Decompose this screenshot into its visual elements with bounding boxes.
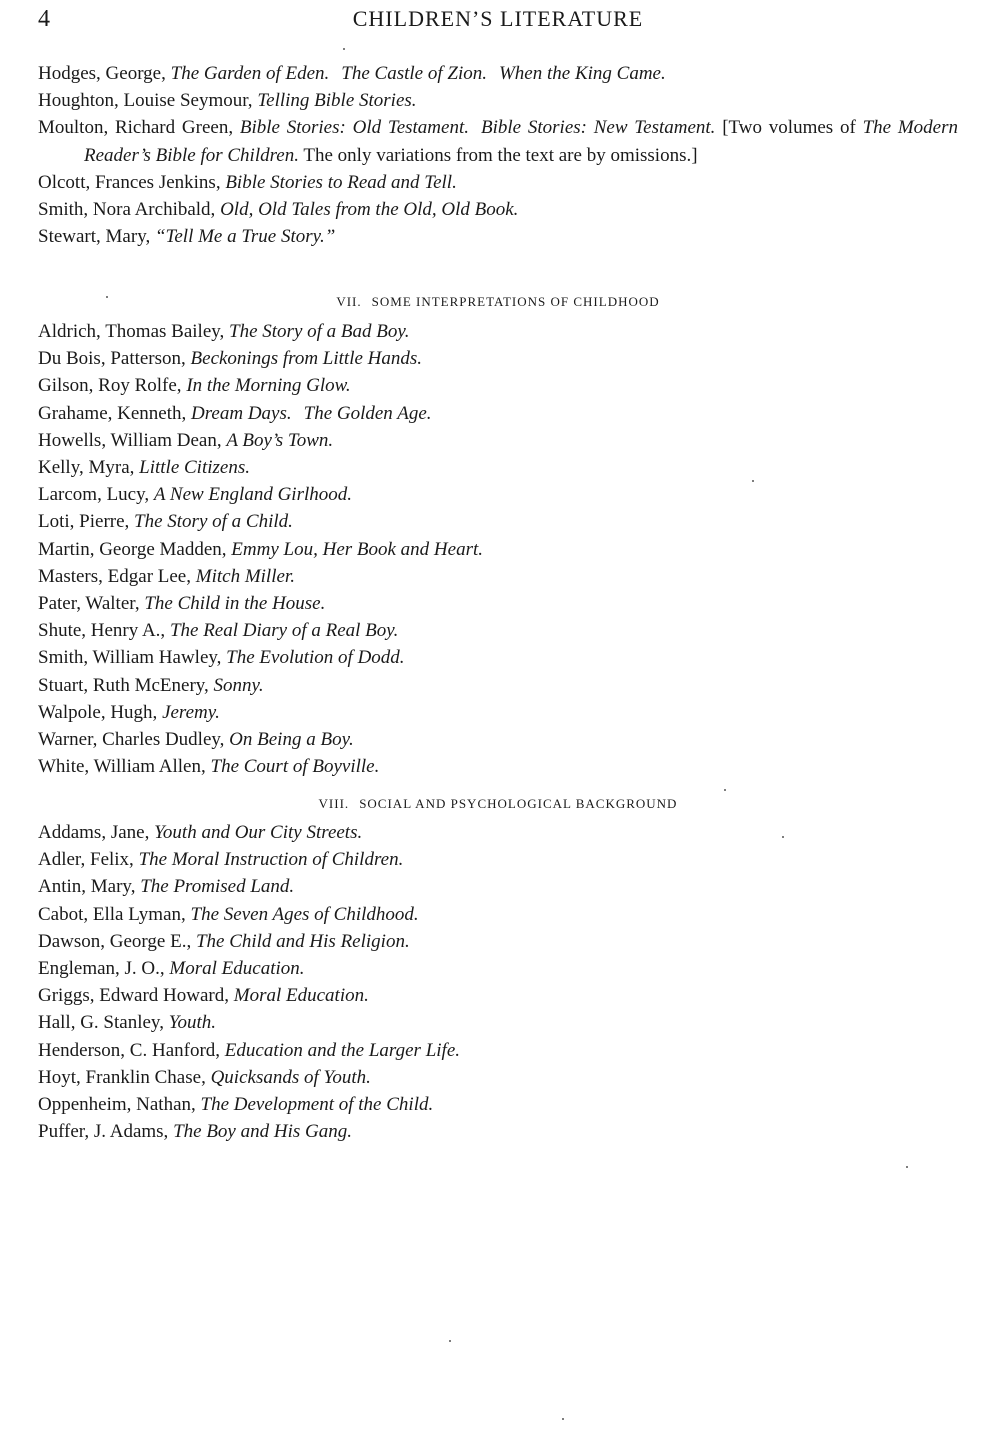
author-name: Hodges, George, — [38, 63, 171, 84]
author-name: Moulton, Richard Green, — [38, 117, 240, 139]
bibliography-entry — [38, 318, 958, 345]
author-name: Aldrich, Thomas Bailey, — [38, 321, 230, 342]
bibliography-entry — [38, 372, 958, 399]
book-title: The Promised Land. — [140, 876, 295, 898]
book-title: Bible Stories to Read and Tell. — [225, 171, 457, 193]
book-title: The Golden Age. — [303, 402, 432, 424]
author-name: Loti, Pierre, — [38, 511, 135, 533]
book-title: The Child in the House. — [144, 593, 326, 615]
bibliography-entry — [38, 644, 958, 671]
bibliography-entry — [38, 901, 958, 928]
bibliography-entry — [38, 87, 958, 114]
section-heading-vii — [38, 292, 958, 312]
print-speck — [782, 836, 784, 838]
bibliography-entry — [38, 753, 958, 780]
book-title: Dream Days. — [191, 402, 292, 424]
bibliography-entry — [38, 699, 958, 726]
book-title: Jeremy. — [162, 701, 220, 723]
book-title: The Moral Instruction of Children. — [138, 849, 404, 871]
running-head — [38, 4, 958, 34]
note-book-title: The Modern Reader’s Bible for Children. — [84, 117, 959, 166]
print-speck — [562, 1418, 564, 1420]
bibliography-entry — [38, 955, 958, 982]
author-name: Adler, Felix, — [38, 849, 139, 871]
bibliography-entry — [38, 508, 958, 535]
book-title: Little Citizens. — [139, 457, 250, 479]
author-name: Engleman, J. O., — [38, 958, 170, 980]
author-name: Stewart, Mary, — [38, 226, 155, 248]
author-name: Kelly, Myra, — [38, 457, 140, 479]
book-title: The Real Diary of a Real Boy. — [169, 620, 399, 642]
bibliography-entry — [38, 60, 958, 87]
book-title: Old, Old Tales from the Old, Old Book. — [220, 199, 519, 221]
bibliography-entry — [38, 928, 958, 955]
author-name: Antin, Mary, — [38, 876, 141, 898]
childhood-interpretations-list — [38, 318, 958, 780]
bibliography-entry — [38, 617, 958, 644]
author-name: Henderson, C. Hanford, — [38, 1039, 225, 1061]
bibliography-entry — [38, 196, 958, 223]
book-title: Sonny. — [213, 674, 264, 696]
author-name: Walpole, Hugh, — [38, 701, 163, 723]
book-title: In the Morning Glow. — [186, 375, 351, 397]
book-title: The Story of a Bad Boy. — [229, 321, 410, 342]
section-heading-viii — [38, 794, 958, 814]
author-name: Hall, G. Stanley, — [38, 1012, 169, 1034]
author-name: Puffer, J. Adams, — [38, 1121, 174, 1143]
bibliography-entry — [38, 982, 958, 1009]
book-title: Quicksands of Youth. — [210, 1066, 371, 1088]
bibliography-entry — [38, 1009, 958, 1036]
author-name: Smith, William Hawley, — [38, 647, 227, 669]
author-name: Larcom, Lucy, — [38, 484, 154, 506]
bibliography-entry — [38, 481, 958, 508]
author-name: Du Bois, Patterson, — [38, 348, 191, 370]
book-title: When the King Came. — [498, 63, 666, 84]
book-title: Bible Stories: Old Testament. — [239, 117, 469, 139]
running-title: CHILDREN’S LITERATURE — [352, 6, 644, 31]
bibliography-entry — [38, 223, 958, 250]
bibliography-entry — [38, 672, 958, 699]
print-speck — [906, 1166, 908, 1168]
social-psychological-list — [38, 819, 958, 1145]
bibliography-entry — [38, 427, 958, 454]
bibliography-entry — [38, 873, 958, 900]
author-name: Howells, William Dean, — [38, 429, 227, 451]
bibliography-entry — [38, 536, 958, 563]
bibliography-entry — [38, 819, 958, 846]
section-numeral: VII. — [336, 294, 362, 309]
author-name: Houghton, Louise Seymour, — [38, 90, 258, 112]
author-name: Martin, George Madden, — [38, 538, 232, 560]
book-title: The Development of the Child. — [200, 1094, 434, 1116]
book-title: The Court of Boyville. — [210, 756, 380, 778]
book-title: The Child and His Religion. — [195, 930, 410, 952]
book-title: On Being a Boy. — [229, 729, 354, 751]
author-name: Pater, Walter, — [38, 593, 145, 615]
bibliography-entry — [38, 1064, 958, 1091]
book-title: The Story of a Child. — [134, 511, 293, 533]
book-title: Youth and Our City Streets. — [154, 822, 363, 843]
bibliography-entry — [38, 454, 958, 481]
author-name: Smith, Nora Archibald, — [38, 199, 221, 221]
book-title: The Garden of Eden. — [170, 63, 330, 84]
book-title: Moral Education. — [233, 985, 369, 1007]
bibliography-entry — [38, 169, 958, 196]
print-speck — [449, 1340, 451, 1342]
author-name: Cabot, Ella Lyman, — [38, 903, 191, 925]
print-speck — [343, 48, 345, 50]
author-name: White, William Allen, — [38, 756, 211, 778]
book-title: Moral Education. — [169, 958, 305, 980]
book-title: Youth. — [168, 1012, 217, 1034]
book-title: The Castle of Zion. — [341, 63, 487, 84]
author-name: Griggs, Edward Howard, — [38, 985, 234, 1007]
book-title: Emmy Lou, Her Book and Heart. — [231, 538, 484, 560]
book-title: The Seven Ages of Childhood. — [190, 903, 419, 925]
bibliography-entry — [38, 590, 958, 617]
author-name: Stuart, Ruth McEnery, — [38, 674, 214, 696]
author-name: Addams, Jane, — [38, 822, 155, 843]
book-title: A Boy’s Town. — [226, 429, 334, 451]
bibliography-entry — [38, 400, 958, 427]
book-title: A New England Girlhood. — [153, 484, 352, 506]
book-title: The Boy and His Gang. — [173, 1121, 352, 1143]
page-number: 4 — [38, 6, 50, 32]
book-title: “Tell Me a True Story.” — [154, 226, 336, 248]
print-speck — [724, 789, 726, 791]
author-name: Olcott, Frances Jenkins, — [38, 171, 226, 193]
author-name: Shute, Henry A., — [38, 620, 170, 642]
bibliography-entry — [38, 1118, 958, 1145]
print-speck — [106, 296, 108, 298]
bibliography-entry — [38, 1091, 958, 1118]
book-title: Education and the Larger Life. — [224, 1039, 460, 1061]
author-name: Warner, Charles Dudley, — [38, 729, 230, 751]
bibliography-entry — [38, 726, 958, 753]
section-title: SOCIAL AND PSYCHOLOGICAL BACKGROUND — [359, 796, 678, 811]
bibliography-entry — [38, 563, 958, 590]
section-title: SOME INTERPRETATIONS OF CHILDHOOD — [371, 294, 660, 309]
author-name: Dawson, George E., — [38, 930, 196, 952]
author-name: Grahame, Kenneth, — [38, 402, 191, 424]
bibliography-entry — [38, 1037, 958, 1064]
entry-note: [Two volumes of — [715, 117, 863, 139]
book-title: Telling Bible Stories. — [257, 90, 417, 112]
book-title: Beckonings from Little Hands. — [190, 348, 423, 370]
author-name: Oppenheim, Nathan, — [38, 1094, 201, 1116]
author-name: Gilson, Roy Rolfe, — [38, 375, 187, 397]
bibliography-entry — [38, 114, 958, 168]
entry-note-tail: The only variations from the text are by omissions.] — [298, 144, 698, 166]
book-title: Mitch Miller. — [195, 565, 295, 587]
author-name: Hoyt, Franklin Chase, — [38, 1066, 211, 1088]
book-title: The Evolution of Dodd. — [226, 647, 405, 669]
bible-stories-list — [38, 60, 958, 250]
book-title: Bible Stories: New Testament. — [481, 117, 716, 139]
section-numeral: VIII. — [318, 796, 350, 811]
bibliography-entry — [38, 846, 958, 873]
bibliography-entry — [38, 345, 958, 372]
print-speck — [752, 480, 754, 482]
author-name: Masters, Edgar Lee, — [38, 565, 196, 587]
